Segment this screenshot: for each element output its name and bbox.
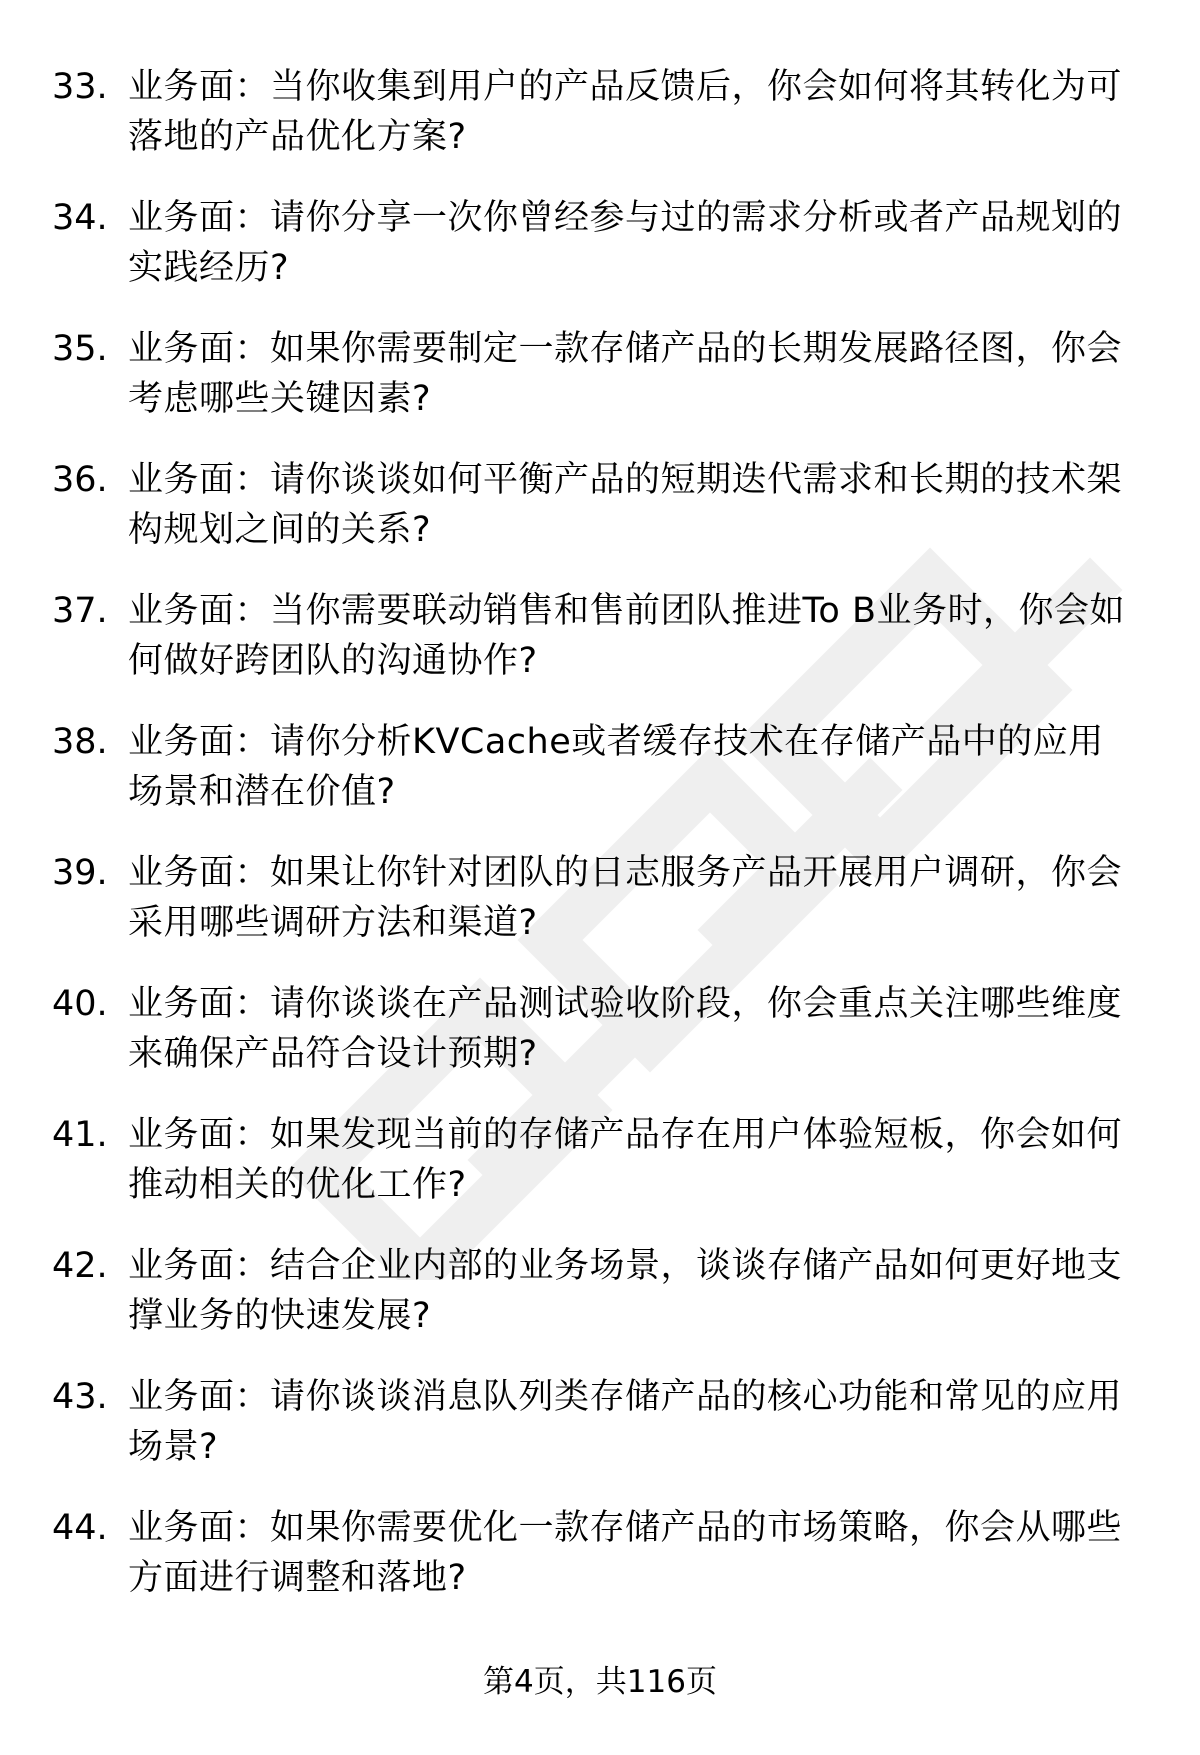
- question-text: 业务面：结合企业内部的业务场景，谈谈存储产品如何更好地支撑业务的快速发展?: [128, 1246, 1123, 1336]
- question-item: [52, 979, 1152, 1110]
- question-number: 37.: [52, 591, 108, 631]
- question-item: [52, 717, 1152, 848]
- question-number: 33.: [52, 67, 108, 107]
- question-item: [52, 1241, 1152, 1372]
- page-number-label: 第4页，共116页: [483, 1664, 717, 1700]
- question-text: 业务面：请你分析KVCache或者缓存技术在存储产品中的应用场景和潜在价值?: [128, 722, 1104, 812]
- question-text: 业务面：如果你需要制定一款存储产品的长期发展路径图，你会考虑哪些关键因素?: [128, 329, 1123, 419]
- question-item: [52, 324, 1152, 455]
- question-number: 42.: [52, 1246, 108, 1286]
- question-number: 38.: [52, 722, 108, 762]
- question-number: 34.: [52, 198, 108, 238]
- question-text: 业务面：如果发现当前的存储产品存在用户体验短板，你会如何推动相关的优化工作?: [128, 1115, 1123, 1205]
- question-item: [52, 848, 1152, 979]
- question-text: 业务面：如果你需要优化一款存储产品的市场策略，你会从哪些方面进行调整和落地?: [128, 1508, 1123, 1598]
- question-number: 36.: [52, 460, 108, 500]
- question-text: 业务面：如果让你针对团队的日志服务产品开展用户调研，你会采用哪些调研方法和渠道?: [128, 853, 1123, 943]
- question-text: 业务面：当你收集到用户的产品反馈后，你会如何将其转化为可落地的产品优化方案?: [128, 67, 1123, 157]
- question-item: [52, 455, 1152, 586]
- question-list: [52, 62, 1152, 1634]
- question-text: 业务面：请你分享一次你曾经参与过的需求分析或者产品规划的实践经历?: [128, 198, 1123, 288]
- question-number: 43.: [52, 1377, 108, 1417]
- question-item: [52, 586, 1152, 717]
- question-number: 40.: [52, 984, 108, 1024]
- question-text: 业务面：当你需要联动销售和售前团队推进To B业务时，你会如何做好跨团队的沟通协作?: [128, 591, 1125, 681]
- question-text: 业务面：请你谈谈如何平衡产品的短期迭代需求和长期的技术架构规划之间的关系?: [128, 460, 1123, 550]
- question-item: [52, 1110, 1152, 1241]
- page-footer: [0, 1660, 1200, 1704]
- question-number: 44.: [52, 1508, 108, 1548]
- question-item: [52, 1503, 1152, 1634]
- question-number: 39.: [52, 853, 108, 893]
- question-text: 业务面：请你谈谈在产品测试验收阶段，你会重点关注哪些维度来确保产品符合设计预期?: [128, 984, 1123, 1074]
- question-item: [52, 62, 1152, 193]
- question-number: 41.: [52, 1115, 108, 1155]
- question-item: [52, 193, 1152, 324]
- question-text: 业务面：请你谈谈消息队列类存储产品的核心功能和常见的应用场景?: [128, 1377, 1123, 1467]
- question-number: 35.: [52, 329, 108, 369]
- question-item: [52, 1372, 1152, 1503]
